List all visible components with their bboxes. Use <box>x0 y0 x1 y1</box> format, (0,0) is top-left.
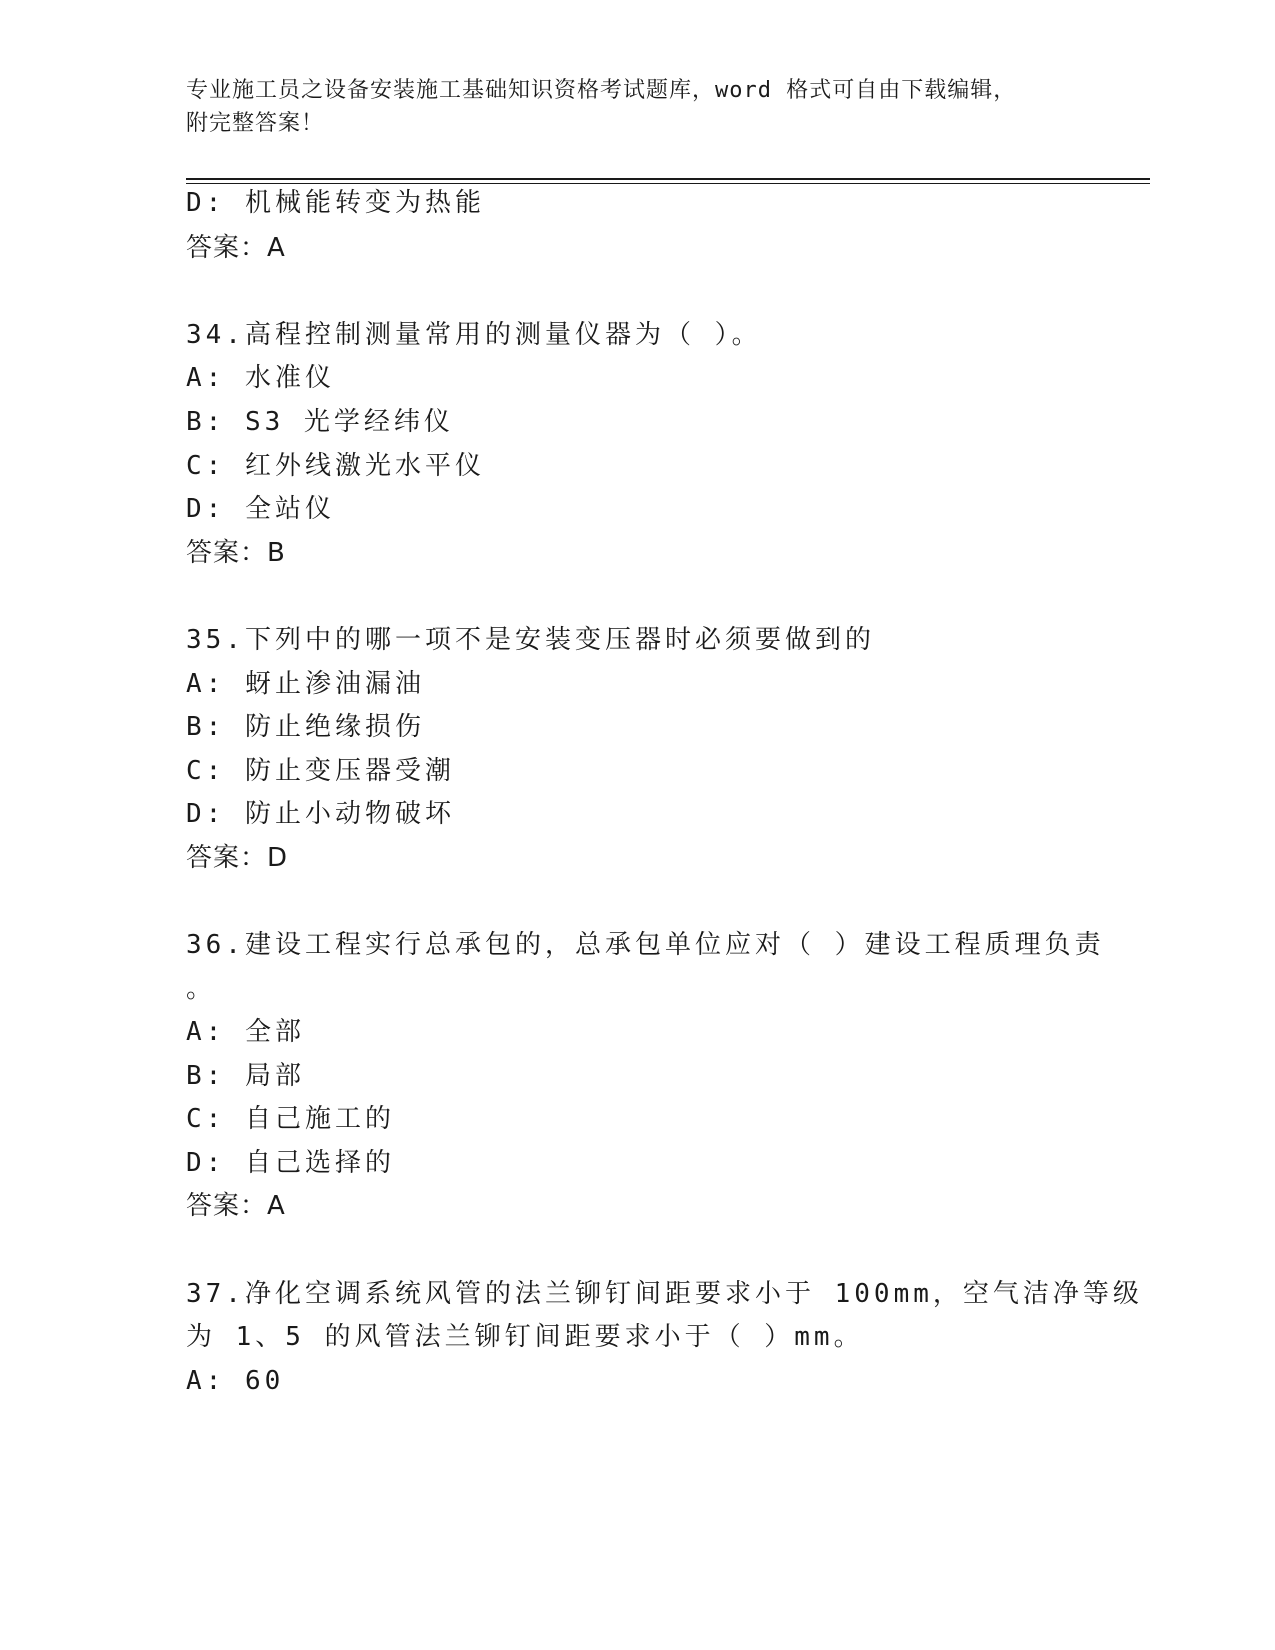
q34-option-a: A: 水准仪 <box>186 363 335 393</box>
q36-stem-line-1: 36.建设工程实行总承包的，总承包单位应对（ ）建设工程质理负责 <box>186 930 1105 960</box>
q37-stem-line-1: 37.净化空调系统风管的法兰铆钉间距要求小于 100mm，空气洁净等级 <box>186 1279 1143 1309</box>
header-divider-thick <box>186 178 1150 180</box>
q37-stem-line-2: 为 1、5 的风管法兰铆钉间距要求小于（ ）mm。 <box>186 1322 864 1352</box>
q35-answer: 答案：D <box>186 843 289 873</box>
q35-option-d: D: 防止小动物破坏 <box>186 799 455 829</box>
q36-answer: 答案：A <box>186 1191 286 1221</box>
q35-option-b: B: 防止绝缘损伤 <box>186 712 425 742</box>
q34-option-d: D: 全站仪 <box>186 494 335 524</box>
q34-option-b: B: S3 光学经纬仪 <box>186 407 454 437</box>
q36-option-b: B: 局部 <box>186 1061 305 1091</box>
q36-stem-line-2: 。 <box>186 974 217 1004</box>
q37-option-a: A: 60 <box>186 1366 285 1396</box>
q34-answer: 答案：B <box>186 538 286 568</box>
q36-option-a: A: 全部 <box>186 1017 305 1047</box>
header-line-2: 附完整答案！ <box>186 111 325 136</box>
prev-option-d: D: 机械能转变为热能 <box>186 188 485 218</box>
header-line-1: 专业施工员之设备安装施工基础知识资格考试题库，word 格式可自由下载编辑， <box>186 78 1017 103</box>
prev-answer: 答案：A <box>186 233 286 263</box>
q34-stem: 34.高程控制测量常用的测量仪器为（ ）。 <box>186 320 762 350</box>
q36-option-c: C: 自己施工的 <box>186 1104 395 1134</box>
q35-stem: 35.下列中的哪一项不是安装变压器时必须要做到的 <box>186 625 875 655</box>
q35-option-c: C: 防止变压器受潮 <box>186 756 455 786</box>
document-header <box>186 74 1086 140</box>
q36-option-d: D: 自己选择的 <box>186 1148 395 1178</box>
q34-option-c: C: 红外线激光水平仪 <box>186 451 485 481</box>
q35-option-a: A: 蚜止渗油漏油 <box>186 669 425 699</box>
header-divider-thin <box>186 183 1150 184</box>
